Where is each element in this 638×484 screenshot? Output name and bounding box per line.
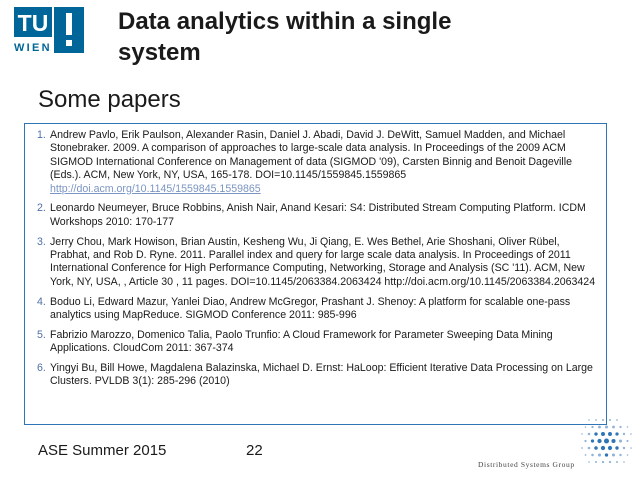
logo-dot: [619, 426, 621, 428]
reference-item: [37, 236, 600, 290]
reference-text: Andrew Pavlo, Erik Paulson, Alexander Rasin, Daniel J. Abadi, David J. DeWitt, Samuel Madden, and Michael Stonebraker. 2009. A comparison of approaches to large-scale data analysis. In Proceedings of the 2009 ACM SIGMOD International Conference on Management of data (SIGMOD '09), Carsten Binnig and Benoit Dageville (Eds.). ACM, New York, NY, USA, 165-178. DOI=10.1145/1559845.1559865: [50, 129, 572, 182]
logo-dot: [597, 439, 601, 443]
logo-dot: [623, 461, 625, 463]
reference-list: [37, 129, 600, 389]
reference-item: [37, 296, 600, 323]
logo-dot: [626, 440, 628, 442]
logo-dot: [615, 446, 618, 449]
logo-dot: [594, 432, 597, 435]
logo-dot: [591, 439, 594, 442]
logo-dot: [605, 453, 608, 456]
logo-dot: [608, 432, 612, 436]
logo-dot: [594, 446, 598, 450]
logo-dot: [581, 447, 583, 449]
logo-dot: [627, 454, 629, 456]
logo-dot: [616, 419, 618, 421]
reference-number: 4.: [37, 295, 46, 308]
logo-dot: [595, 461, 597, 463]
slide-title: Data analytics within a single system: [118, 8, 452, 66]
reference-number: 1.: [37, 129, 46, 141]
logo-dot: [605, 425, 608, 428]
reference-item: [37, 329, 600, 356]
logo-dot: [623, 433, 625, 435]
reference-number: 6.: [37, 362, 46, 375]
logo-dot: [591, 454, 594, 457]
logo-dot: [584, 440, 586, 442]
tu-wien-logo: [14, 7, 90, 53]
logo-dot: [623, 447, 625, 449]
page-number: 22: [246, 442, 263, 459]
reference-text: Leonardo Neumeyer, Bruce Robbins, Anish Nair, Anand Kesari: S4: Distributed Stream Computing Platform. ICDM Workshops 2010: 170-177: [50, 202, 586, 228]
logo-dot: [595, 419, 597, 421]
slide-subtitle: Some papers: [38, 86, 181, 113]
logo-dot: [588, 419, 590, 421]
dsg-logo-text: Distributed Systems Group: [478, 460, 575, 469]
svg-text:WIEN: WIEN: [14, 42, 52, 53]
reference-text: Fabrizio Marozzo, Domenico Talia, Paolo Trunfio: A Cloud Framework for Parameter Sweeping Data Mining Applications. CloudCom 2011: 367-374: [50, 328, 553, 355]
reference-item: [37, 202, 600, 229]
reference-number: 3.: [37, 235, 46, 248]
reference-number: 5.: [37, 328, 46, 341]
reference-number: 2.: [37, 202, 46, 215]
logo-dot: [608, 446, 612, 450]
reference-text: Jerry Chou, Mark Howison, Brian Austin, Kesheng Wu, Ji Qiang, E. Wes Bethel, Arie Shoshani, Oliver Rübel, Prabhat, and Rob D. Ryne. 2011. Parallel index and query for large scale data analysis. In Proceedings of 2011 International Conference for High Performance Computing, Networking, Storage and Analysis (SC '11). ACM, New York, NY, USA, , Article 30 , 11 pages. DOI=10.1145/2063384.2063424 http://doi.acm.org/10.1145/2063384.2063424: [50, 235, 596, 288]
logo-dot: [627, 426, 629, 428]
logo-dot: [611, 439, 615, 443]
logo-dot: [588, 433, 591, 436]
logo-dot: [591, 426, 593, 428]
logo-dot: [598, 426, 601, 429]
logo-dot: [585, 426, 587, 428]
reference-text: Boduo Li, Edward Mazur, Yanlei Diao, Andrew McGregor, Prashant J. Shenoy: A platform for scalable one-pass analytics using MapReduce. SIGMOD Conference 2011: 985-996: [50, 295, 571, 322]
logo-dot: [585, 454, 587, 456]
logo-dot: [588, 461, 590, 463]
logo-dot: [612, 426, 615, 429]
logo-dot: [609, 461, 611, 463]
logo-dot: [602, 461, 604, 463]
reference-item: [37, 362, 600, 389]
logo-dot: [616, 461, 618, 463]
reference-link[interactable]: http://doi.acm.org/10.1145/1559845.1559865: [50, 182, 261, 195]
course-label: ASE Summer 2015: [38, 442, 167, 459]
reference-text: Yingyi Bu, Bill Howe, Magdalena Balazinska, Michael D. Ernst: HaLoop: Efficient Iterative Data Processing on Large Clusters. PVLDB 3(1): 285-296 (2010): [50, 362, 593, 388]
logo-dot: [601, 446, 605, 450]
logo-dot: [581, 433, 583, 435]
reference-item: [37, 129, 600, 196]
logo-dot: [588, 447, 591, 450]
logo-dot: [630, 433, 632, 435]
svg-text:TU: TU: [17, 10, 49, 36]
logo-dot: [601, 432, 605, 436]
logo-dot: [619, 454, 621, 456]
logo-dot: [612, 453, 615, 456]
logo-dot: [630, 447, 632, 449]
logo-dot: [604, 438, 609, 443]
reference-list-box: [24, 123, 607, 425]
logo-dot: [598, 453, 601, 456]
logo-dot: [602, 419, 604, 421]
logo-dot: [619, 439, 622, 442]
logo-dot: [615, 432, 618, 435]
logo-dot: [609, 419, 611, 421]
